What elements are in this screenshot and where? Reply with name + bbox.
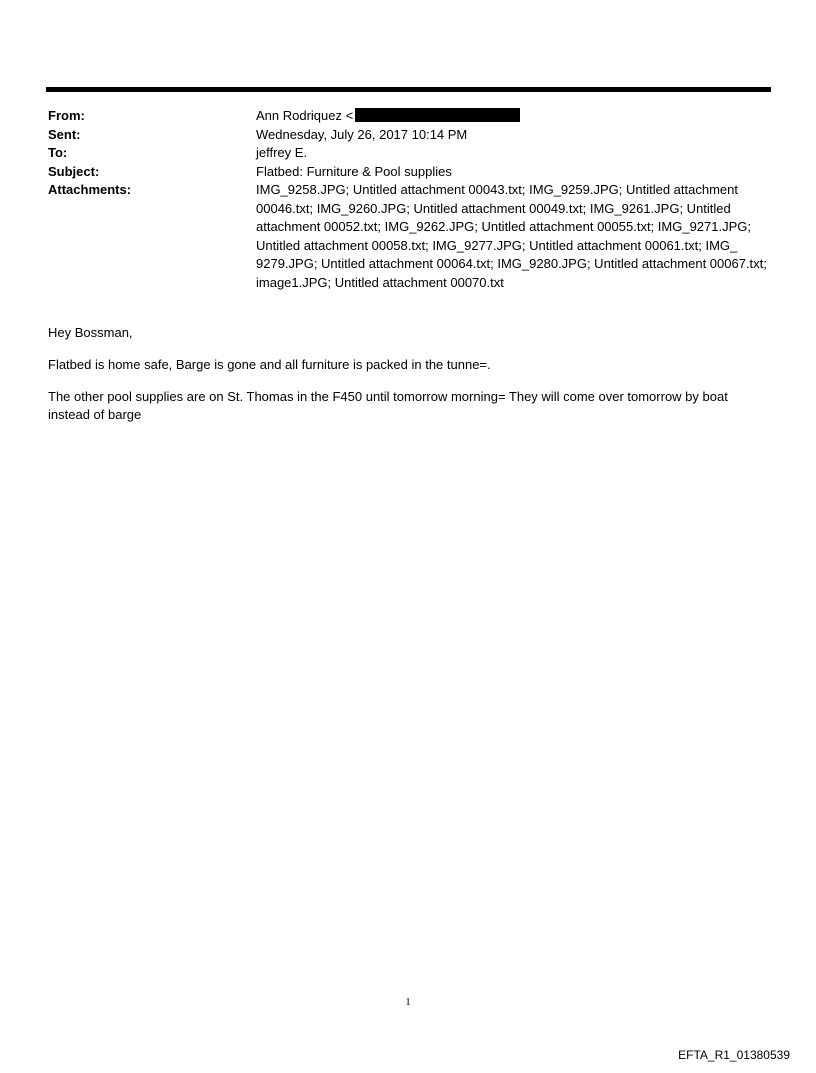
body-paragraph-1: Flatbed is home safe, Barge is gone and all furniture is packed in the tunne=. xyxy=(48,357,491,372)
from-name: Ann Rodriquez < xyxy=(256,108,354,123)
subject-row xyxy=(48,163,768,182)
sent-row xyxy=(48,126,768,145)
to-label: To: xyxy=(48,145,68,160)
redaction-box xyxy=(355,108,520,122)
sent-value: Wednesday, July 26, 2017 10:14 PM xyxy=(256,126,468,142)
greeting: Hey Bossman, xyxy=(48,325,133,340)
body-paragraph-2: The other pool supplies are on St. Thomas in the F450 until tomorrow morning= They will come over tomorrow by boat instead of barge xyxy=(48,389,728,422)
attachments-value: IMG_9258.JPG; Untitled attachment 00043.txt; IMG_9259.JPG; Untitled attachment 00046.txt; IMG_9260.JPG; Untitled attachment 00049.txt; IMG_9261.JPG; Untitled attachment 00052.txt; IMG_9262.JPG; Untitled attachment 00055.txt; IMG_9271.JPG; Untitled attachment 00058.txt; IMG_9277.JPG; Untitled attachment 00061.txt; IMG_ 9279.JPG; Untitled attachment 00064.txt; IMG_9280.JPG; Untitled attachment 00067.txt; image1.JPG; Untitled attachment 00070.txt xyxy=(256,182,767,290)
sent-label: Sent: xyxy=(48,126,81,142)
document-id: EFTA_R1_01380539 xyxy=(678,1048,790,1062)
attachments-label: Attachments: xyxy=(48,182,132,197)
from-value xyxy=(256,107,768,126)
header-divider xyxy=(46,87,771,92)
to-row xyxy=(48,144,768,163)
page-number: 1 xyxy=(405,996,411,1008)
from-row xyxy=(48,107,768,126)
from-label: From: xyxy=(48,108,85,123)
subject-label: Subject: xyxy=(48,163,100,179)
subject-value: Flatbed: Furniture & Pool supplies xyxy=(256,163,452,179)
attachments-row xyxy=(48,181,768,292)
email-body xyxy=(48,324,768,438)
email-header xyxy=(48,107,768,292)
to-value: jeffrey E. xyxy=(256,145,308,160)
